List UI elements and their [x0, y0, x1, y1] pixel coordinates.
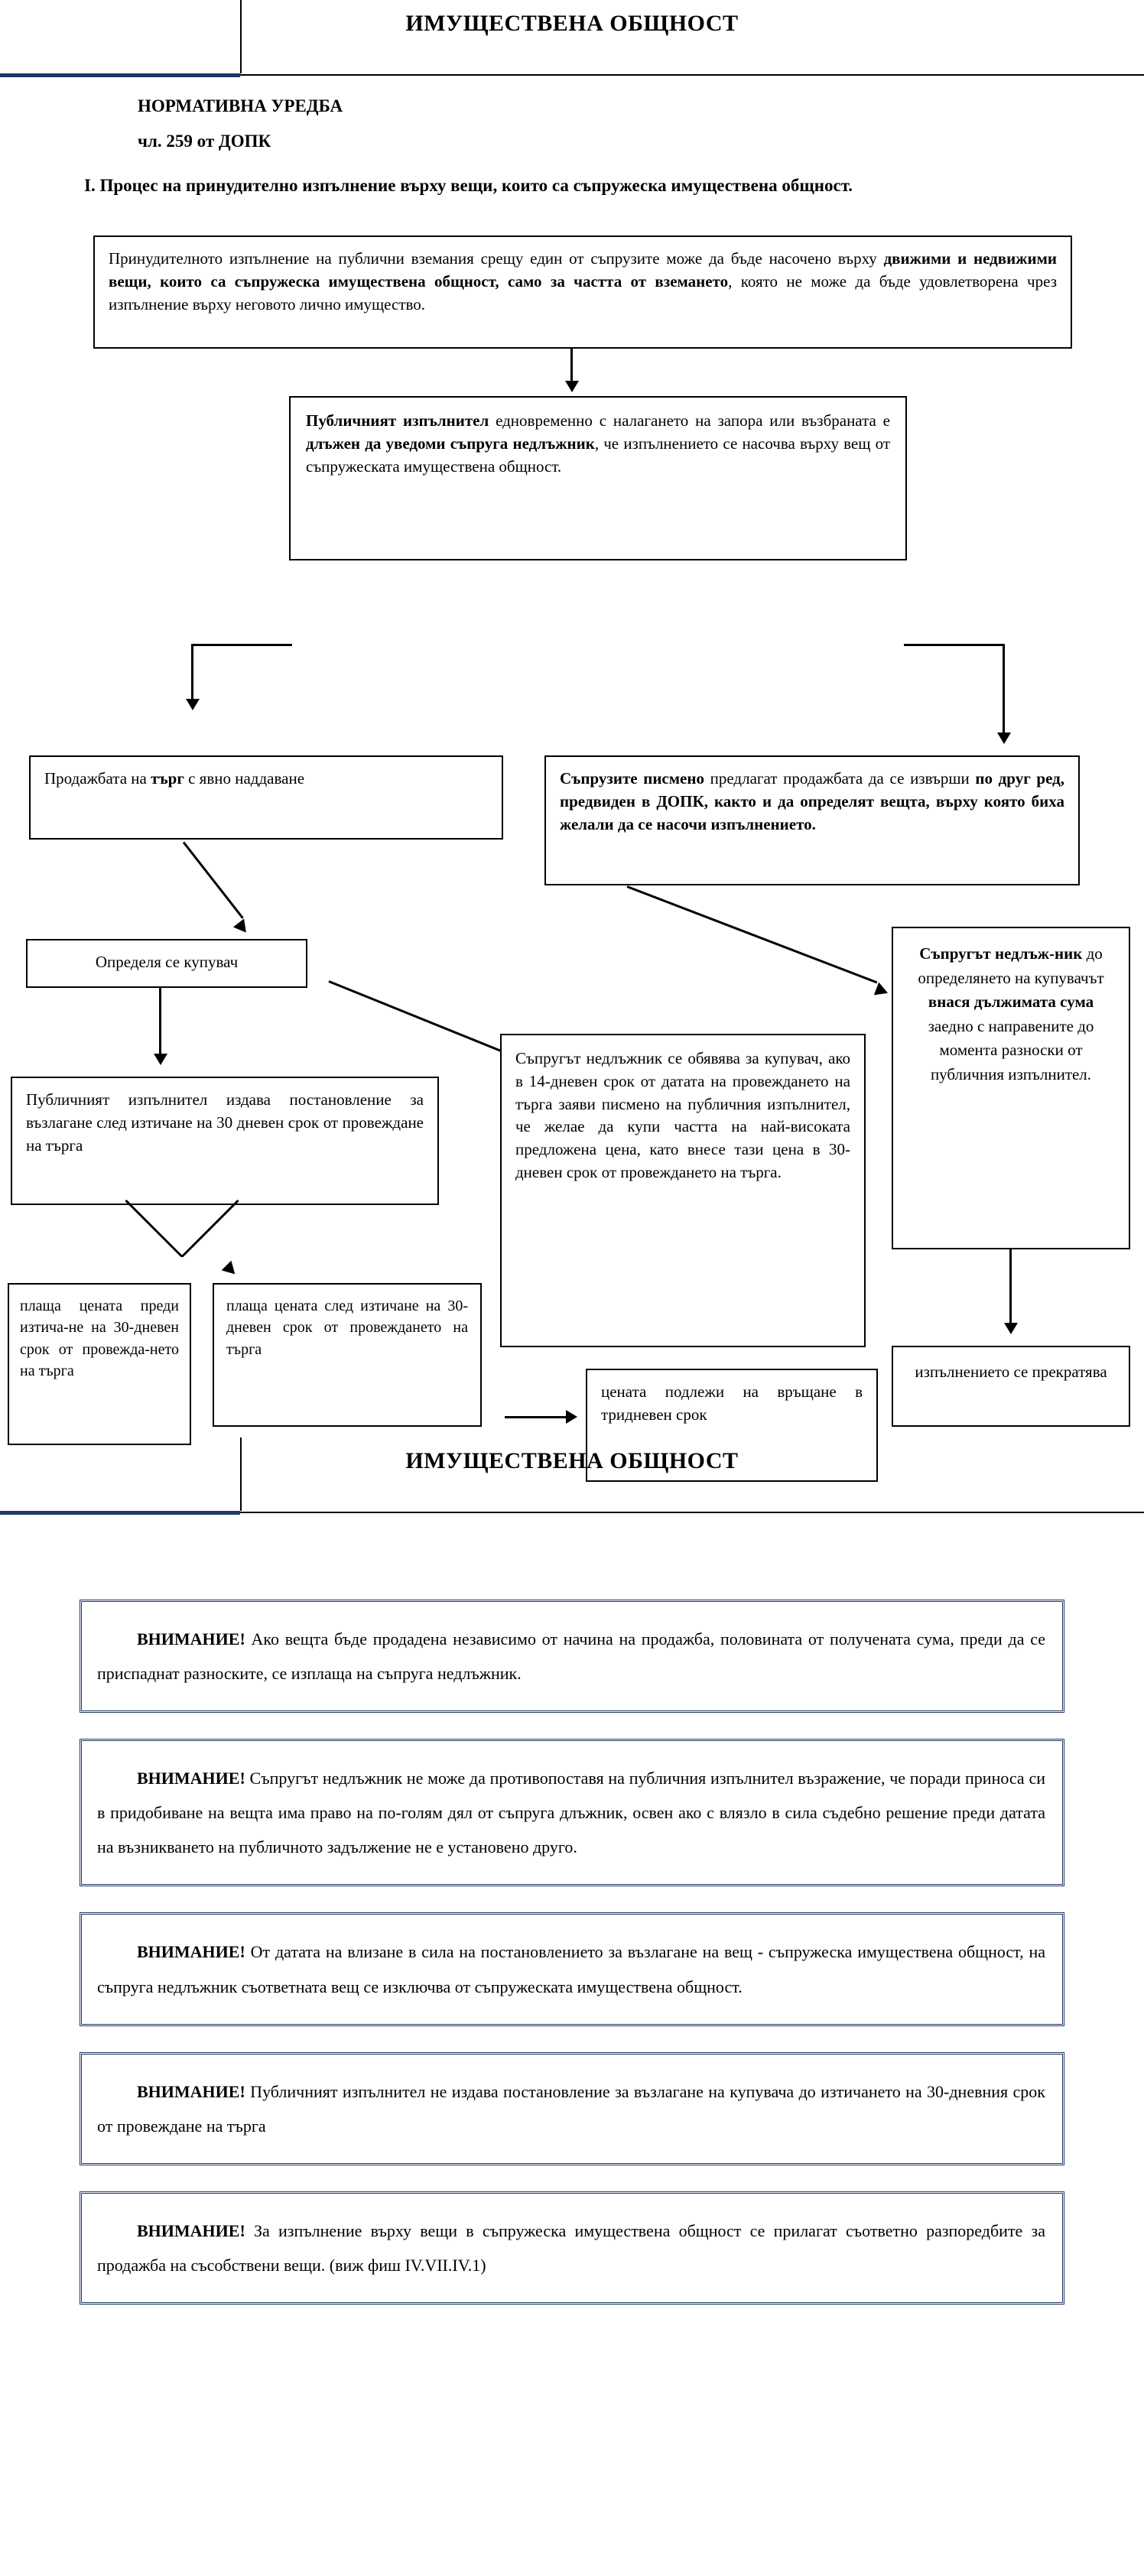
- attention-text-1: Ако вещта бъде продадена независимо от начина на продажба, половината от получената сума, преди да се приспаднат разноските, се изплаща на съпруга недлъжник.: [97, 1629, 1045, 1684]
- arrowhead-to-price-return: [566, 1410, 577, 1424]
- section-title: [46, 173, 1063, 198]
- connector-enforcer-left-h: [191, 644, 292, 646]
- page-header-2: [0, 1437, 1144, 1514]
- connector-to-price-return: [505, 1416, 569, 1418]
- nondebtor-pays-text-1: до определянето на купувачът: [918, 944, 1104, 987]
- enforcer-bold-2: длъжен да уведоми съпруга недлъжник: [306, 434, 595, 453]
- enforcer-bold-1: Публичният изпълнител: [306, 411, 489, 430]
- buyer-determined-box: [26, 939, 307, 988]
- section-title-text: Процес на принудително изпълнение върху вещи, които са съпружеска имуществена общност.: [99, 176, 853, 195]
- normative-heading: НОРМАТИВНА УРЕДБА: [138, 96, 343, 115]
- page-title: ИМУЩЕСТВЕНА ОБЩНОСТ: [405, 11, 739, 36]
- nondebtor-buyer-text: Съпругът недлъжник се обявява за купувач, ако в 14-дневен срок от датата на провеждането на търга заяви писмено на публичния изпълнител, че желае да купи частта на най-високата предложена цена, като внесе тази цена в 30-дневен срок от провеждането на търга.: [515, 1049, 850, 1182]
- spouses-text-1: предлагат продажбата да се извърши: [704, 769, 976, 788]
- attention-label-3: ВНИМАНИЕ!: [137, 1942, 245, 1962]
- arrowhead-buyer-to-order: [154, 1054, 167, 1065]
- auction-box: [29, 755, 503, 840]
- intro-text-bold: движими и недвижими вещи, които са съпружеска имуществена общност, само за частта от вземането: [109, 249, 1057, 291]
- arrowhead-order-to-pay-after: [222, 1261, 240, 1279]
- nondebtor-pays-bold-1: Съпругът недлъж-ник: [919, 944, 1083, 963]
- attention-box-2: [80, 1739, 1064, 1886]
- attention-text-5: За изпълнение върху вещи в съпружеска имуществена общност се прилагат съответно разпоредбите за продажба на съсобствени вещи. (виж фиш IV.VII.IV.1): [97, 2220, 1045, 2275]
- arrowhead-enforcer-left: [186, 699, 200, 710]
- order-text: Публичният изпълнител издава постановление за възлагане след изтичане на 30 дневен срок от провеждане на търга: [26, 1090, 424, 1155]
- nondebtor-pays-text-2: заедно с направените до момента разноски от публичния изпълнител.: [928, 1016, 1094, 1083]
- normative-article: чл. 259 от ДОПК: [138, 132, 271, 151]
- intro-box: [93, 236, 1072, 349]
- buyer-text: Определя се купувач: [95, 953, 239, 971]
- header-rule-black: [240, 74, 1144, 76]
- pay-before-text: плаща цената преди изтича-не на 30-дневен срок от провежда-нето на търга: [20, 1298, 179, 1380]
- header-rule-black-2: [240, 1512, 1144, 1513]
- attention-box-4: [80, 2052, 1064, 2165]
- arrowhead-auction-to-buyer: [233, 918, 252, 937]
- auction-bold: търг: [151, 769, 184, 788]
- intro-text-1: Принудителното изпълнение на публични вземания срещу един от съпрузите може да бъде насочено върху: [109, 249, 884, 268]
- attention-label-4: ВНИМАНИЕ!: [137, 2081, 245, 2101]
- connector-enforcer-right-h: [904, 644, 1005, 646]
- connector-enforcer-right-v: [1003, 644, 1005, 736]
- page-header: [0, 0, 1144, 76]
- connector-spouses-to-nondebtor-pays: [626, 885, 877, 983]
- price-return-text: цената подлежи на връщане в триднeвен срок: [601, 1382, 863, 1424]
- page-two: [0, 1437, 1144, 2327]
- attention-box-5: [80, 2191, 1064, 2305]
- connector-intro-to-enforcer: [570, 349, 573, 384]
- attention-label-2: ВНИМАНИЕ!: [137, 1769, 245, 1788]
- attention-text-4: Публичният изпълнител не издава постановление за възлагане на купувача до изтичането на 30-дневния срок от провеждане на търга: [97, 2081, 1045, 2136]
- arrowhead-to-terminated: [1004, 1323, 1018, 1334]
- attention-text-3: От датата на влизане в сила на постановлението за възлагане на вещ - съпружеска имуществена общност, на съпруга недлъжник съответната вещ се изключва от съпружеската имуществена общност.: [97, 1942, 1045, 1996]
- nondebtor-pays-due-box: [892, 927, 1130, 1249]
- attention-section: [0, 1514, 1144, 2327]
- pay-before-deadline-box: [8, 1283, 191, 1445]
- auction-text-1: Продажбата на: [44, 769, 151, 788]
- issuing-order-box: [11, 1077, 439, 1205]
- enforcer-box: [289, 396, 907, 560]
- page-title-2: ИМУЩЕСТВЕНА ОБЩНОСТ: [405, 1448, 739, 1473]
- section-number: I.: [84, 176, 96, 195]
- spouses-proposal-box: [544, 755, 1080, 885]
- enforcer-text-1: едновременно с налагането на запора или възбраната е: [489, 411, 890, 430]
- attention-label-1: ВНИМАНИЕ!: [137, 1629, 245, 1649]
- connector-order-to-pay-before: [125, 1200, 183, 1258]
- attention-box-1: [80, 1600, 1064, 1713]
- nondebtor-becomes-buyer-box: [500, 1034, 866, 1347]
- enforcement-terminated-box: [892, 1346, 1130, 1427]
- connector-buyer-to-order: [159, 988, 161, 1058]
- intro-text-2: , която не може да бъде удовлетворена чрез изпълнение върху неговото лично имущество.: [109, 271, 1057, 313]
- enforcer-text-2: , че изпълнението се насочва върху вещ от съпружеската имуществена общност.: [306, 434, 890, 476]
- auction-text-2: с явно наддаване: [184, 769, 305, 788]
- spouses-bold-1: Съпрузите писмено: [560, 769, 704, 788]
- attention-box-3: [80, 1912, 1064, 2025]
- connector-order-to-pay-after: [181, 1200, 239, 1258]
- arrowhead-intro-to-enforcer: [565, 381, 579, 392]
- connector-enforcer-left-v: [191, 644, 193, 702]
- flowchart-canvas: [0, 76, 1144, 1437]
- terminated-text: изпълнението се прекратява: [915, 1363, 1107, 1381]
- spouses-bold-2: по друг ред, предвиден в ДОПК, както и да определят вещта, върху която биха желали да се насочи изпълнението.: [560, 769, 1064, 833]
- attention-label-5: ВНИМАНИЕ!: [137, 2220, 245, 2240]
- pay-after-deadline-box: [213, 1283, 482, 1427]
- attention-text-2: Съпругът недлъжник не може да противопоставя на публичния изпълнител възражение, че поради приноса си в придобиване на вещта има право на по-голям дял от съпруга длъжник, освен ако с влязло в сила съдебно решение преди датата на възникването на публичното задължение не е установено друго.: [97, 1769, 1045, 1857]
- nondebtor-pays-bold-2: внася дължимата сума: [928, 992, 1094, 1011]
- arrowhead-spouses-to-nondebtor-pays: [874, 983, 890, 1000]
- connector-to-terminated: [1009, 1249, 1012, 1327]
- arrowhead-enforcer-right: [997, 733, 1011, 744]
- connector-auction-to-buyer: [183, 842, 244, 919]
- pay-after-text: плаща цената след изтичане на 30-дневен срок от провеждането на търга: [226, 1298, 468, 1358]
